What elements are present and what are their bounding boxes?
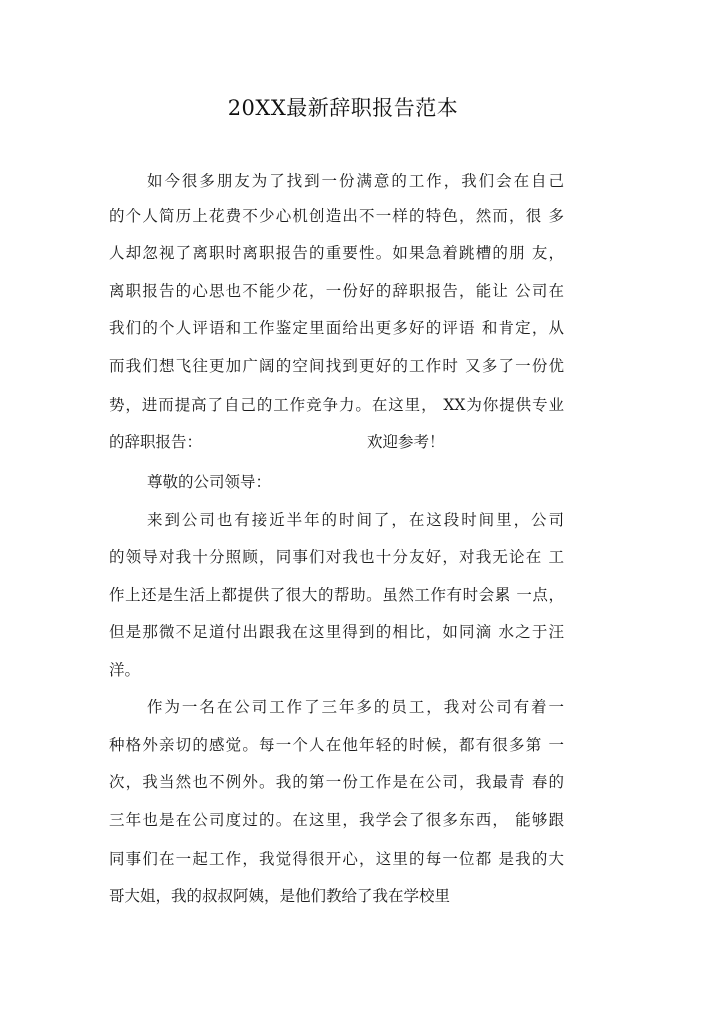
intro-line-6: 而我们想飞往更加广阔的空间找到更好的工作时 又多了一份优 xyxy=(109,357,564,375)
paragraph2-line-4: 三年也是在公司度过的。在这里，我学会了很多东西， 能够跟 xyxy=(109,811,564,829)
intro-line-3: 人却忽视了离职时离职报告的重要性。如果急着跳槽的朋 友， xyxy=(109,244,564,262)
paragraph1-line-3: 作上还是生活上都提供了很大的帮助。虽然工作有时会累 一点， xyxy=(109,586,564,604)
intro-line-4: 离职报告的心思也不能少花，一份好的辞职报告，能让 公司在 xyxy=(109,282,564,300)
paragraph2-line-5: 同事们在一起工作，我觉得很开心，这里的每一位都 是我的大 xyxy=(109,850,564,868)
paragraph1-line-5: 洋。 xyxy=(109,661,141,679)
intro-line-2: 的个人简历上花费不少心机创造出不一样的特色，然而，很 多 xyxy=(109,207,564,225)
paragraph2-line-3: 次，我当然也不例外。我的第一份工作是在公司，我最青 春的 xyxy=(109,773,564,791)
intro-line-8 xyxy=(109,432,564,452)
paragraph2-line-2: 种格外亲切的感觉。每一个人在他年轻的时候，都有很多第 一 xyxy=(109,736,564,754)
intro-line-8-left: 的辞职报告： xyxy=(109,433,203,451)
document-title: 20XX最新辞职报告范本 xyxy=(227,96,459,120)
intro-line-5: 我们的个人评语和工作鉴定里面给出更多好的评语 和肯定，从 xyxy=(109,319,564,337)
paragraph1-line-2: 的领导对我十分照顾，同事们对我也十分友好，对我无论在 工 xyxy=(109,548,564,566)
intro-line-8-right: 欢迎参考！ xyxy=(367,433,445,451)
intro-line-1: 如今很多朋友为了找到一份满意的工作，我们会在自己 xyxy=(147,172,564,190)
paragraph2-line-6: 哥大姐，我的叔叔阿姨，是他们教给了我在学校里 xyxy=(109,887,451,905)
paragraph1-line-4: 但是那微不足道付出跟我在这里得到的相比，如同滴 水之于汪 xyxy=(109,623,564,641)
intro-line-7: 势，进而提高了自己的工作竞争力。在这里， XX为你提供专业 xyxy=(109,396,564,414)
salutation: 尊敬的公司领导： xyxy=(147,473,272,491)
paragraph2-line-1: 作为一名在公司工作了三年多的员工，我对公司有着一 xyxy=(147,698,564,716)
paragraph1-line-1: 来到公司也有接近半年的时间了，在这段时间里，公司 xyxy=(147,511,564,529)
